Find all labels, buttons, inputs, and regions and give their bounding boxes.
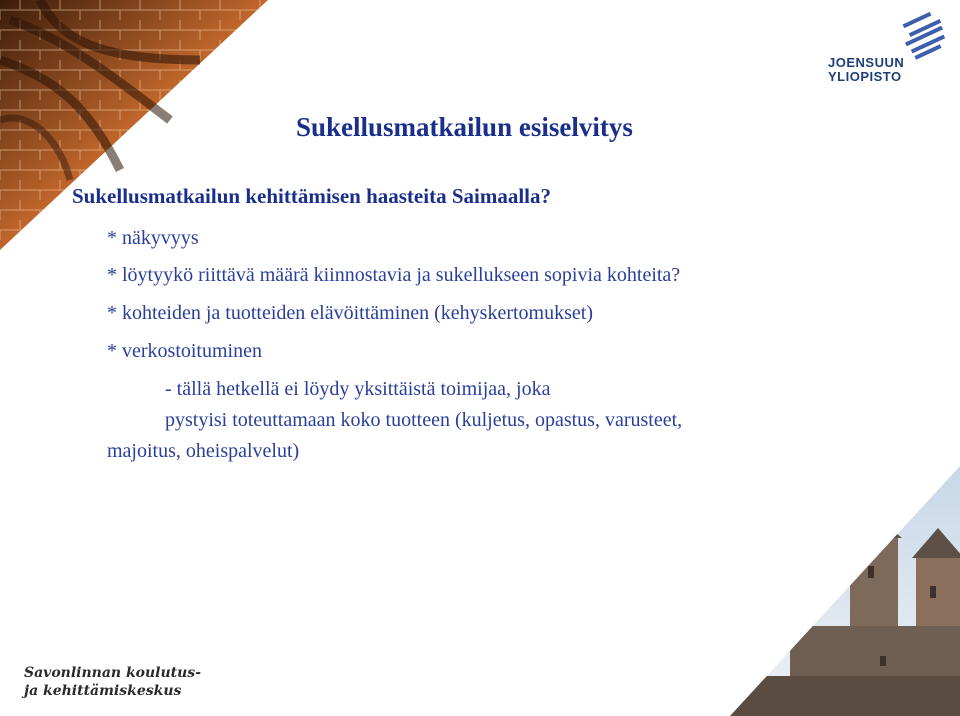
castle-photo — [730, 466, 960, 716]
bullet-line: * kohteiden ja tuotteiden elävöittäminen (kehyskertomukset) — [107, 302, 593, 324]
sub-bullet-line: - tällä hetkellä ei löydy yksittäistä toimijaa, joka — [165, 378, 551, 400]
slide-subtitle: Sukellusmatkailun kehittämisen haasteita Saimaalla? — [72, 184, 551, 208]
slide-title: Sukellusmatkailun esiselvitys — [296, 112, 633, 142]
footer-logo-line-2: ja kehittämiskeskus — [24, 683, 182, 699]
sub-bullet-line: pystyisi toteuttamaan koko tuotteen (kuljetus, opastus, varusteet, — [165, 409, 683, 431]
brick-shadow-photo — [0, 0, 280, 250]
bullet-line: * näkyvyys — [107, 227, 199, 249]
logo-line-1: JOENSUUN — [828, 55, 905, 70]
bullet-line: * löytyykö riittävä määrä kiinnostavia ja sukellukseen sopivia kohteita? — [107, 264, 681, 286]
bullet-line: * verkostoituminen — [107, 340, 262, 362]
logo-line-2: YLIOPISTO — [828, 69, 902, 84]
footer-logo-line-1: Savonlinnan koulutus- — [24, 665, 202, 681]
footer-logo — [24, 664, 201, 700]
sub-bullet-line: majoitus, oheispalvelut) — [107, 440, 300, 462]
university-logo-text — [828, 56, 904, 84]
